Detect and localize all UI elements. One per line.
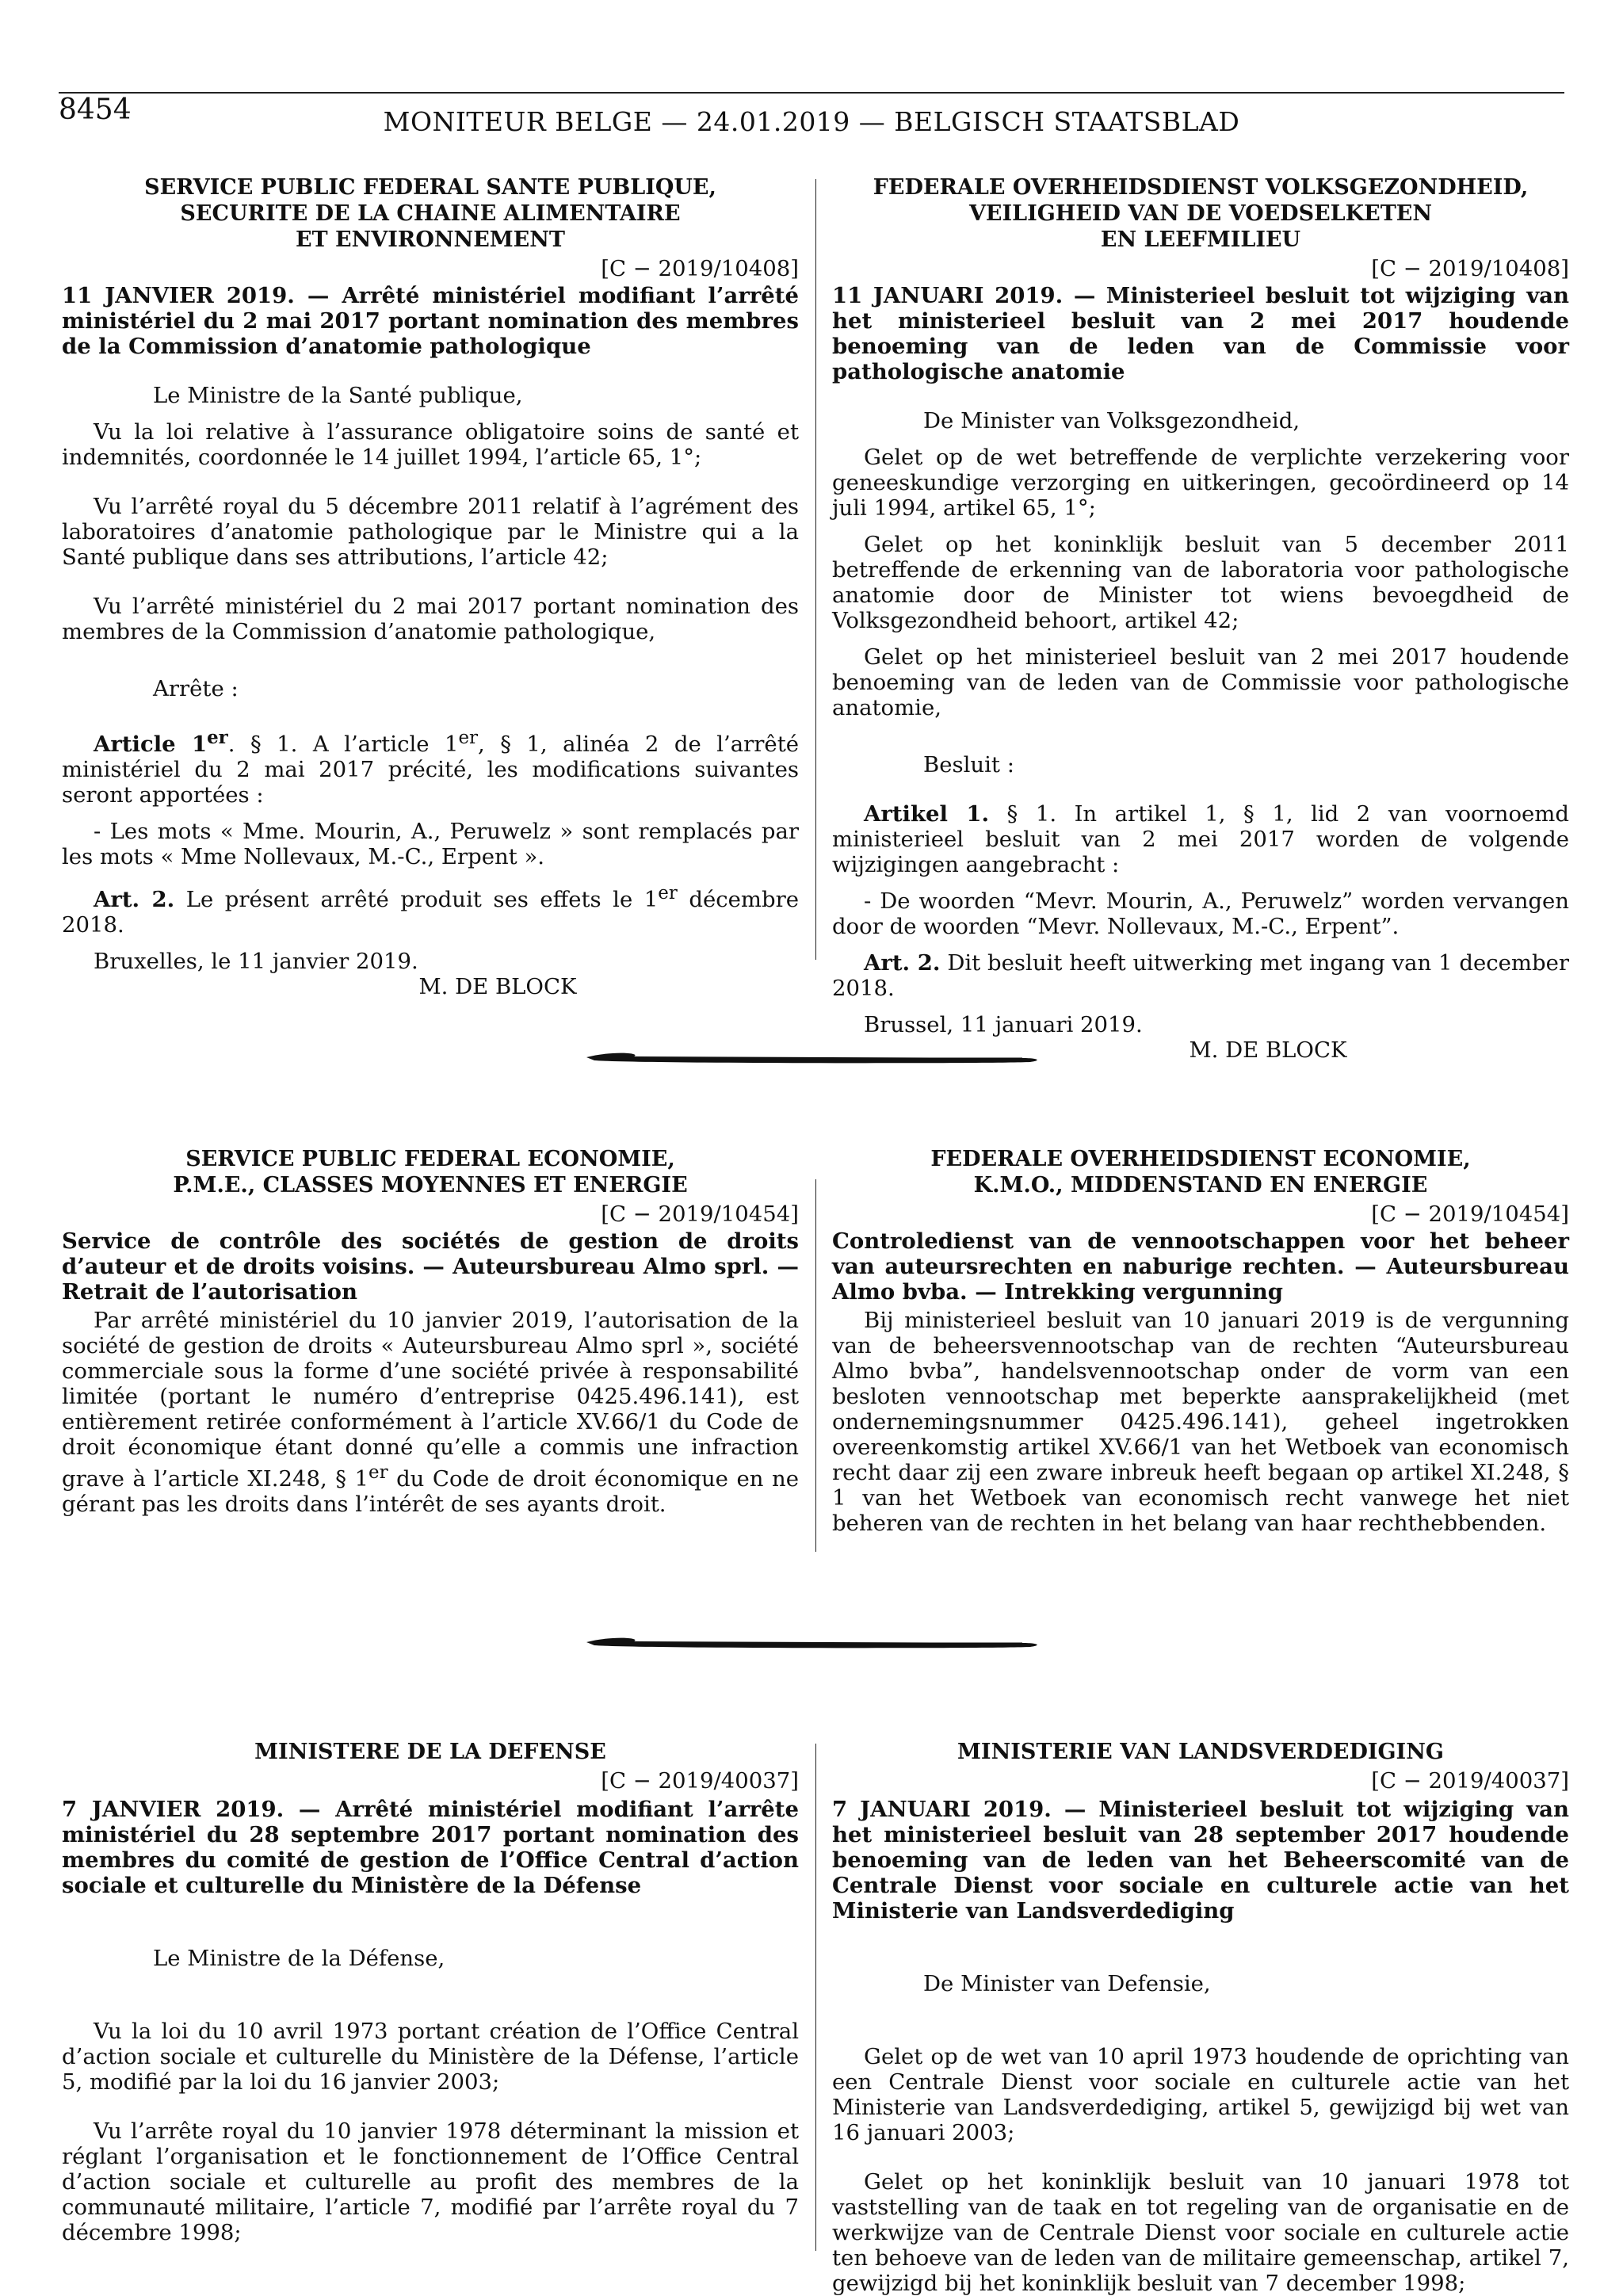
section-2-nl (832, 1146, 1569, 1536)
column-divider (815, 179, 816, 960)
article-1: Article 1er. § 1. A l’article 1er, § 1, alinéa 2 de l’arrêté ministériel du 2 mai 2017 précité, les modifications suivantes seront apportées : (62, 727, 800, 808)
recital: Gelet op het koninklijk besluit van 5 december 2011 betreffende de erkenning van de laboratoria voor pathologische anatomie door de Minister tot wiens bevoegdheid de Volksgezondheid behoort, artikel 42; (832, 532, 1569, 633)
department-heading: MINISTERIE VAN LANDSVERDEDIGING (957, 1740, 1444, 1764)
article-1: Artikel 1. § 1. In artikel 1, § 1, lid 2 van voornoemd ministerieel besluit van 2 mei 2017 worden de volgende wijzigingen aangebracht : (832, 801, 1569, 877)
recital: Vu l’arrête royal du 10 janvier 1978 déterminant la mission et réglant l’organisation et le fonctionnement de l’Office Central d’action sociale et culturelle au profit des membres de la communauté militaire, l’article 7, modifié par l’arrête royal du 7 décembre 1998; (62, 2118, 799, 2245)
reference-number: [C − 2019/40037] (601, 1768, 799, 1794)
section-3-fr (62, 1739, 799, 2245)
section-1-fr (62, 174, 799, 999)
minister-line: De Minister van Volksgezondheid, (923, 408, 1300, 434)
article-2: Art. 2. Le présent arrêté produit ses effets le 1er décembre 2018. (62, 883, 799, 938)
document-title: Controledienst van de vennootschappen voor het beheer van auteursrechten en naburige rechten. — Auteursbureau Almo bvba. — Intrekking vergunning (832, 1228, 1569, 1305)
column-divider (815, 1744, 816, 2251)
article-1-change: - De woorden “Mevr. Mourin, A., Peruwelz” worden vervangen door de woorden “Mevr. Nollevaux, M.-C., Erpent”. (832, 888, 1569, 939)
department-heading: FEDERALE OVERHEIDSDIENST VOLKSGEZONDHEID, VEILIGHEID VAN DE VOEDSELKETEN EN LEEFMILIEU (873, 175, 1529, 252)
decision-line: Arrête : (153, 676, 239, 701)
department-heading: SERVICE PUBLIC FEDERAL SANTE PUBLIQUE, SECURITE DE LA CHAINE ALIMENTAIRE ET ENVIRONNEMENT (144, 175, 716, 252)
minister-line: Le Ministre de la Santé publique, (153, 383, 523, 408)
document-title: 7 JANVIER 2019. — Arrêté ministériel modifiant l’arrête ministériel du 28 septembre 2017 portant nomination des membres du comité de gestion de l’Office Central d’action sociale et culturelle du Ministère de la Défense (62, 1797, 799, 1898)
minister-line: Le Ministre de la Défense, (153, 1946, 445, 1971)
signature: M. DE BLOCK (418, 974, 577, 1000)
recital: Gelet op de wet van 10 april 1973 houdende de oprichting van een Centrale Dienst voor sociale en culturele actie van het Ministerie van Landsverdediging, artikel 5, gewijzigd bij wet van 16 januari 2003; (832, 2044, 1569, 2145)
minister-line: De Minister van Defensie, (923, 1971, 1211, 1996)
section-separator-ornament (579, 1046, 1046, 1070)
header-rule (59, 92, 1564, 94)
place-date: Brussel, 11 januari 2019. (864, 1012, 1143, 1037)
decision-line: Besluit : (923, 752, 1014, 777)
recital: Gelet op de wet betreffende de verplichte verzekering voor geneeskundige verzorging en uitkeringen, gecoördineerd op 14 juli 1994, artikel 65, 1°; (832, 445, 1569, 521)
article-1-change: - Les mots « Mme. Mourin, A., Peruwelz » sont remplacés par les mots « Mme Nollevaux, M.-C., Erpent ». (62, 819, 799, 870)
page-number: 8454 (59, 94, 132, 126)
department-heading: MINISTERE DE LA DEFENSE (254, 1740, 606, 1764)
section-separator-ornament (579, 1631, 1046, 1655)
recital: Gelet op het koninklijk besluit van 10 januari 1978 tot vaststelling van de taak en tot regeling van de organisatie en de werkwijze van de Centrale Dienst voor sociale en culturele actie ten behoeve van de leden van de militaire gemeenschap, artikel 7, gewijzigd bij het koninklijk besluit van 7 december 1998; (832, 2169, 1569, 2296)
reference-number: [C − 2019/40037] (1371, 1768, 1569, 1794)
masthead: MONITEUR BELGE — 24.01.2019 — BELGISCH STAATSBLAD (383, 106, 1240, 137)
section-3-nl (832, 1739, 1569, 2296)
column-divider (815, 1179, 816, 1552)
document-title: Service de contrôle des sociétés de gestion de droits d’auteur et de droits voisins. — Auteursbureau Almo sprl. — Retrait de l’autorisation (62, 1228, 799, 1305)
section-2-fr (62, 1146, 799, 1517)
recital: Gelet op het ministerieel besluit van 2 mei 2017 houdende benoeming van de leden van de Commissie voor pathologische anatomie, (832, 644, 1569, 720)
reference-number: [C − 2019/10454] (601, 1201, 799, 1227)
department-heading: SERVICE PUBLIC FEDERAL ECONOMIE, P.M.E., CLASSES MOYENNES ET ENERGIE (173, 1147, 688, 1198)
document-title: 11 JANUARI 2019. — Ministerieel besluit tot wijziging van het ministerieel besluit van 2 mei 2017 houdende benoeming van de leden van de Commissie voor pathologische anatomie (832, 283, 1569, 384)
document-title: 7 JANUARI 2019. — Ministerieel besluit tot wijziging van het ministerieel besluit van 28 september 2017 houdende benoeming van de leden van het Beheerscomité van de Centrale Dienst voor sociale en culturele actie van het Ministerie van Landsverdediging (832, 1797, 1569, 1924)
body-text: Bij ministerieel besluit van 10 januari 2019 is de vergunning van de beheersvennootschap van de rechten “Auteursbureau Almo bvba”, handelsvennootschap onder de vorm van een besloten vennootschap met beperkte aansprakelijkheid (met ondernemingsnummer 0425.496.141), geheel ingetrokken overeenkomstig artikel XV.66/1 van het Wetboek van economisch recht daar zij een zware inbreuk heeft begaan op artikel XI.248, § 1 van het Wetboek van economisch recht vanwege het niet beheren van de rechten in het belang van haar rechthebbenden. (832, 1308, 1569, 1536)
reference-number: [C − 2019/10454] (1371, 1201, 1569, 1227)
document-title: 11 JANVIER 2019. — Arrêté ministériel modifiant l’arrêté ministériel du 2 mai 2017 portant nomination des membres de la Commission d’anatomie pathologique (62, 283, 799, 359)
signature: M. DE BLOCK (1189, 1037, 1347, 1063)
section-1-nl (832, 174, 1569, 1063)
reference-number: [C − 2019/10408] (601, 256, 799, 281)
recital: Vu la loi du 10 avril 1973 portant création de l’Office Central d’action sociale et culturelle du Ministère de la Défense, l’article 5, modifié par la loi du 16 janvier 2003; (62, 2019, 799, 2095)
reference-number: [C − 2019/10408] (1371, 256, 1569, 281)
recital: Vu l’arrêté ministériel du 2 mai 2017 portant nomination des membres de la Commission d’anatomie pathologique, (62, 594, 799, 644)
recital: Vu l’arrêté royal du 5 décembre 2011 relatif à l’agrément des laboratoires d’anatomie pathologique par le Ministre qui a la Santé publique dans ses attributions, l’article 42; (62, 494, 799, 570)
place-date: Bruxelles, le 11 janvier 2019. (94, 949, 418, 975)
recital: Vu la loi relative à l’assurance obligatoire soins de santé et indemnités, coordonnée le 14 juillet 1994, l’article 65, 1°; (62, 419, 799, 470)
article-2: Art. 2. Dit besluit heeft uitwerking met ingang van 1 december 2018. (832, 950, 1569, 1001)
department-heading: FEDERALE OVERHEIDSDIENST ECONOMIE, K.M.O., MIDDENSTAND EN ENERGIE (930, 1147, 1471, 1198)
body-text: Par arrêté ministériel du 10 janvier 2019, l’autorisation de la société de gestion de droits « Auteursbureau Almo sprl », société commerciale sous la forme d’une société privée à responsabilité limitée (portant le numéro d’entreprise 0425.496.141), est entièrement retirée conformément à l’article XV.66/1 du Code de droit économique étant donné qu’elle a commis une infraction grave à l’article XI.248, § 1er du Code de droit économique en ne gérant pas les droits dans l’intérêt de ses ayants droit. (62, 1308, 799, 1518)
